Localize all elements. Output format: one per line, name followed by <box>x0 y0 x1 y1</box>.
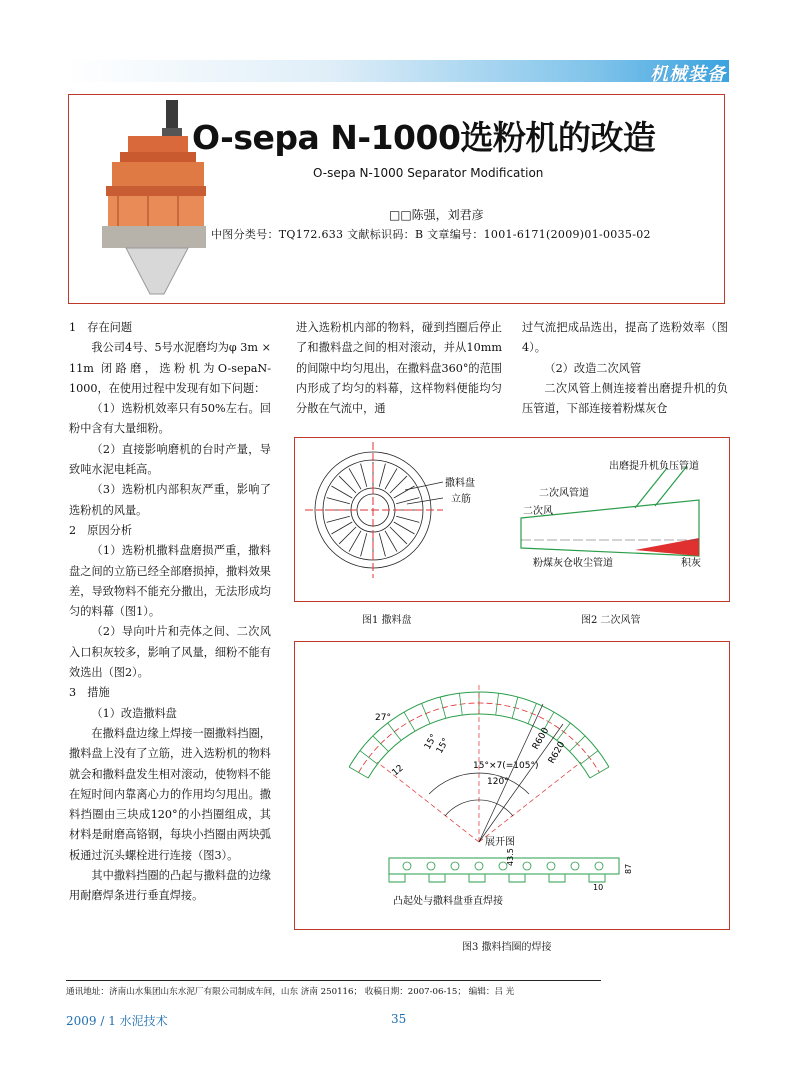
disc-rib-line <box>394 486 415 498</box>
article-subtitle: O-sepa N-1000 Separator Modification <box>313 166 544 180</box>
disc-rib-line <box>361 464 367 487</box>
dim-r620: R620 <box>546 740 568 766</box>
dim-angles: 15°×7(=105°) <box>473 761 539 771</box>
fig2-label-wind: 二次风 <box>523 506 553 517</box>
disc-rib-line <box>394 522 415 534</box>
ring-segment-line <box>388 723 401 740</box>
column-1 <box>69 318 271 907</box>
bolt-hole <box>451 862 459 870</box>
figure-3-caption: 图3 撒料挡圈的焊接 <box>462 942 552 953</box>
separator-machine-image <box>98 98 206 298</box>
subheading: （2）改造二次风管 <box>544 361 642 375</box>
label-weld: 凸起处与撒料盘垂直焊接 <box>393 896 503 907</box>
disc-rib-line <box>390 527 407 544</box>
paragraph: （2）直接影响磨机的台时产量，导致吨水泥电耗高。 <box>69 442 271 477</box>
disc-rib-line <box>385 531 397 552</box>
bolt-hole <box>403 862 411 870</box>
expanded-strip <box>389 858 619 882</box>
bolt-hole <box>547 862 555 870</box>
dim-12: 12 <box>390 763 406 779</box>
ring-segment-line <box>404 712 415 731</box>
header-band <box>66 60 729 82</box>
figure-3-box <box>294 641 730 930</box>
fig2-label-top: 出磨提升机负压管道 <box>609 461 699 472</box>
heading-3: 3 措施 <box>69 686 110 700</box>
disc-rib-line <box>339 476 356 493</box>
disc-rib-line <box>385 468 397 489</box>
figure-1-caption: 图1 撒料盘 <box>362 615 412 626</box>
bolt-hole <box>523 862 531 870</box>
dim-10: 10 <box>593 883 604 892</box>
disc-rib-line <box>349 468 361 489</box>
bolt-hole <box>427 862 435 870</box>
heading-2: 2 原因分析 <box>69 523 133 537</box>
paragraph: 进入选粉机内部的物料，碰到挡圈后停止了和撒料盘之间的相对滚动，并从10mm的间隙中均匀甩出，在撒料盘360°的范围内形成了均匀的料幕，这样物料便能均匀分散在气流中，通 <box>296 321 502 416</box>
dim-120: 120° <box>487 777 509 787</box>
footer-divider <box>66 980 601 981</box>
journal-name: 2009 / 1 水泥技术 <box>66 1014 168 1028</box>
footer-address: 通讯地址：济南山水集团山东水泥厂有限公司制成车间，山东 济南 250116； 收稿日期：2007-06-15； 编辑：吕 光 <box>66 987 515 997</box>
article-title: O-sepa N-1000选粉机的改造 <box>192 118 656 157</box>
column-3 <box>522 318 728 419</box>
classification-line: 中图分类号：TQ172.633 文献标识码：B 文章编号：1001-6171(2009)01-0035-02 <box>211 228 651 241</box>
ring-segment-line <box>360 751 377 764</box>
paragraph: 过气流把成品选出，提高了选粉效率（图4）。 <box>522 321 728 355</box>
disc-rib-line <box>349 531 361 552</box>
fig2-label-dust: 积灰 <box>681 558 701 569</box>
disc-rib-line <box>327 516 350 522</box>
ring-segment-line <box>590 767 609 778</box>
figure-1-2-box <box>294 437 730 602</box>
paragraph: （1）选粉机撒料盘磨损严重，撒料盘之间的立筋已经全部磨损掉，撒料效果差，导致物料不能充分撒出，无法形成均匀的料幕（图1）。 <box>69 544 271 619</box>
ring-segment-line <box>440 697 446 718</box>
fig2-label-pipe: 二次风管道 <box>539 488 589 499</box>
heading-1: 1 存在问题 <box>69 321 133 334</box>
disc-rib-line <box>331 522 352 534</box>
disc-rib-line <box>331 486 352 498</box>
label-expand: 展开图 <box>485 837 515 848</box>
disc-rib-line <box>390 476 407 493</box>
ring-segment-line <box>422 703 430 723</box>
disc-rib-line <box>327 498 350 504</box>
paragraph: 我公司4号、5号水泥磨均为φ 3m × 11m 闭路磨，选粉机为O-sepaN-1000，在使用过程中发现有如下问题： <box>69 341 271 395</box>
page-number: 35 <box>391 1012 407 1026</box>
dim-27: 27° <box>375 713 391 723</box>
dim-r600: R600 <box>530 726 552 752</box>
bolt-hole <box>571 862 579 870</box>
paragraph: （2）导向叶片和壳体之间、二次风入口积灰较多，影响了风量，细粉不能有效选出（图2）。 <box>69 625 271 680</box>
paragraph: （1）选粉机效率只有50%左右。回粉中含有大量细粉。 <box>69 402 271 436</box>
ring-segment-line <box>557 723 570 740</box>
bolt-hole <box>595 862 603 870</box>
fig1-label-rib: 立筋 <box>451 494 471 505</box>
disc-rib-line <box>379 464 385 487</box>
disc-rib-line <box>396 516 419 522</box>
figure-3-drawing <box>295 642 729 929</box>
bolt-hole <box>475 862 483 870</box>
dim-87: 87 <box>624 863 633 874</box>
figure-2-caption: 图2 二次风管 <box>581 615 641 626</box>
paragraph: 二次风管上侧连接着出磨提升机的负压管道，下部连接着粉煤灰仓 <box>522 381 728 416</box>
section-label: 机械装备 <box>650 64 726 85</box>
paragraph: 在撒料盘边缘上焊接一圈撒料挡圈，撒料盘上没有了立筋，进入选粉机的物料就会和撒料盘发生相对滚动，使物料不能在短时间内靠离心力的作用均匀甩出。撒料挡圈由三块成120°的小挡圈组成，其材料是耐磨高铬钢，每块小挡圈由两块弧板通过沉头螺栓进行连接（图3）。 <box>69 726 271 862</box>
paragraph: （3）选粉机内部积灰严重，影响了选粉机的风量。 <box>69 483 271 517</box>
fig1-label-disc: 撒料盘 <box>445 478 475 489</box>
ring-segment-line <box>349 767 368 778</box>
dim-15b: 15° <box>434 736 452 756</box>
dim-43-5: 43.5 <box>506 848 515 866</box>
disc-rib-line <box>339 527 356 544</box>
ring-segment-line <box>581 751 598 764</box>
disc-rib-line <box>379 533 385 556</box>
ring-segment-line <box>512 697 518 718</box>
subheading: （1）改造撒料盘 <box>91 706 177 720</box>
disc-rib-line <box>361 533 367 556</box>
figure-1-2-drawing <box>295 438 729 601</box>
dim-15a: 15° <box>422 732 440 752</box>
authors: □□陈强，刘君彦 <box>389 208 484 222</box>
column-2 <box>296 318 502 419</box>
paragraph: 其中撒料挡圈的凸起与撒料盘的边缘用耐磨焊条进行垂直焊接。 <box>69 869 271 903</box>
fig2-label-bottom: 粉煤灰仓收尘管道 <box>533 558 613 569</box>
